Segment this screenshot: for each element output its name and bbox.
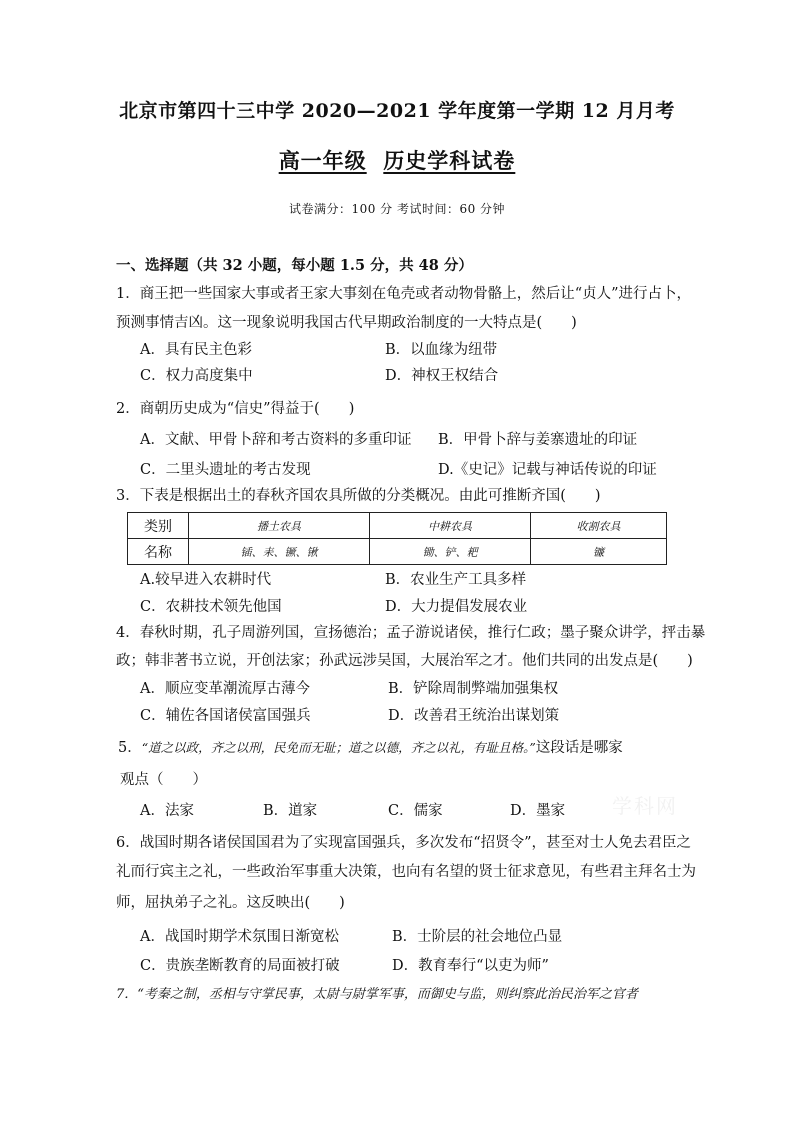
q5-option-c: C．儒家 (388, 803, 443, 819)
q4-option-d: D．改善君王统治出谋划策 (388, 708, 560, 724)
table-cell: 中耕农具 (370, 513, 531, 539)
q4-stem-line1: 4．春秋时期，孔子周游列国，宣扬德治；孟子游说诸侯，推行仁政；墨子聚众讲学，抨击暴 (116, 625, 706, 641)
q3-option-b: B．农业生产工具多样 (385, 572, 527, 588)
table-cell: 锸、耒、镢、锹 (189, 539, 370, 565)
exam-title: 北京市第四十三中学 2020—2021 学年度第一学期 12 月月考 (119, 100, 675, 122)
q6-option-a: A．战国时期学术氛围日渐宽松 (140, 929, 339, 945)
q3-option-d: D．大力提倡发展农业 (385, 599, 528, 615)
q6-option-b: B．士阶层的社会地位凸显 (392, 929, 563, 945)
q3-stem: 3．下表是根据出土的春秋齐国农具所做的分类概况。由此可推断齐国( ) (116, 488, 601, 504)
q2-option-d: D.《史记》记载与神话传说的印证 (438, 462, 657, 478)
q5-stem-line1 (118, 738, 688, 758)
q1-stem-line2: 预测事情吉凶。这一现象说明我国古代早期政治制度的一大特点是( ) (116, 315, 577, 331)
q1-stem-line1: 1．商王把一些国家大事或者王家大事刻在龟壳或者动物骨骼上，然后让“贞人”进行占卜， (116, 286, 692, 302)
q1-option-c: C．权力高度集中 (140, 368, 253, 384)
q4-option-c: C．辅佐各国诸侯富国强兵 (140, 708, 311, 724)
table-cell: 名称 (128, 539, 189, 565)
q2-option-a: A．文献、甲骨卜辞和考古资料的多重印证 (140, 432, 412, 448)
q6-stem-line3: 师，屈执弟子之礼。这反映出( ) (116, 895, 345, 911)
q5-stem-line2: 观点（ ） (120, 772, 207, 788)
q7-stem-line1: 7．“考秦之制，丞相与守掌民事，太尉与尉掌军事，而御史与监，则纠察此治民治军之官者 (116, 987, 638, 1002)
table-cell: 类别 (128, 513, 189, 539)
q4-option-b: B．铲除周制弊端加强集权 (388, 681, 559, 697)
q5-option-b: B．道家 (263, 803, 318, 819)
subject-label: 历史学科试卷 (383, 148, 516, 173)
q6-stem-line1: 6．战国时期各诸侯国国君为了实现富国强兵，多次发布“招贤令”，甚至对士人免去君臣之 (116, 835, 692, 851)
table-row (128, 513, 667, 539)
table-cell: 锄、铲、耙 (370, 539, 531, 565)
q1-option-b: B．以血缘为纽带 (385, 342, 498, 358)
q2-option-c: C．二里头遗址的考古发现 (140, 462, 311, 478)
section-heading: 一、选择题（共 32 小题，每小题 1.5 分，共 48 分） (116, 257, 473, 274)
q4-option-a: A．顺应变革潮流厚古薄今 (140, 681, 310, 697)
table-cell: 播土农具 (189, 513, 370, 539)
q3-option-a: A.较早进入农耕时代 (140, 572, 272, 588)
exam-subtitle (0, 145, 794, 175)
table-cell: 镰 (531, 539, 667, 565)
q3-option-c: C．农耕技术领先他国 (140, 599, 282, 615)
q2-option-b: B．甲骨卜辞与姜寨遗址的印证 (438, 432, 638, 448)
q6-option-c: C．贵族垄断教育的局面被打破 (140, 958, 340, 974)
q6-stem-line2: 礼而行宾主之礼，一些政治军事重大决策，也向有名望的贤士征求意见，有些君主拜名士为 (116, 864, 696, 880)
q5-suffix: 这段话是哪家 (535, 740, 623, 756)
q5-option-d: D．墨家 (510, 803, 566, 819)
q5-option-a: A．法家 (140, 803, 194, 819)
farm-tools-table (127, 512, 667, 565)
watermark: 学科网 (612, 794, 678, 818)
table-row (128, 539, 667, 565)
q4-stem-line2: 政；韩非著书立说，开创法家；孙武远涉吴国，大展治军之才。他们共同的出发点是( ) (116, 653, 693, 669)
q2-stem: 2．商朝历史成为“信史”得益于( ) (116, 401, 355, 417)
q5-quote: “道之以政，齐之以刑，民免而无耻；道之以德，齐之以礼，有耻且格。” (141, 740, 536, 755)
table-cell: 收割农具 (531, 513, 667, 539)
exam-meta: 试卷满分：100 分 考试时间：60 分钟 (288, 202, 506, 216)
q6-option-d: D．教育奉行“以吏为师” (392, 958, 549, 974)
q5-number: 5． (118, 740, 142, 756)
q1-option-d: D．神权王权结合 (385, 368, 499, 384)
q1-option-a: A．具有民主色彩 (140, 342, 252, 358)
grade-label: 高一年级 (278, 148, 367, 173)
